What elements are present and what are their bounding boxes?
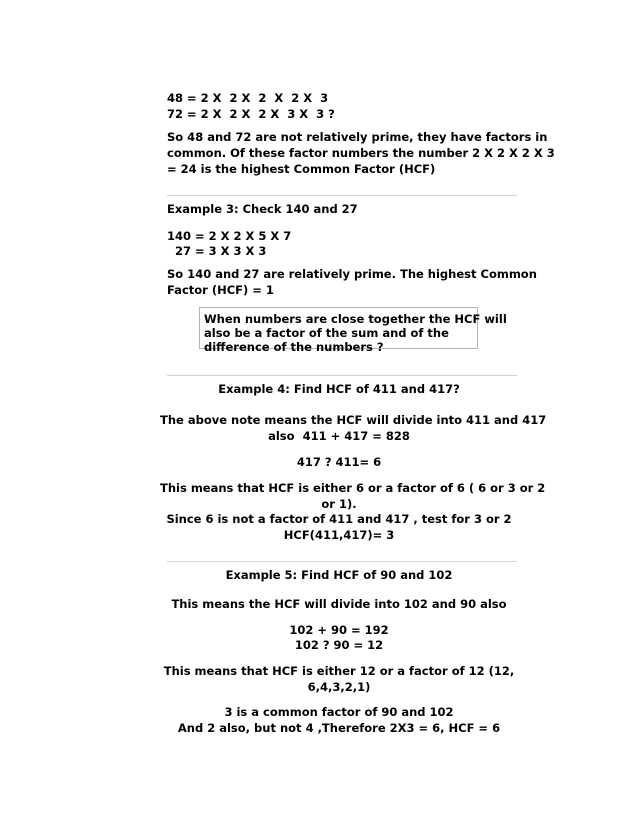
paragraph-line: This means that HCF is either 12 or a factor of 12 (12, xyxy=(163,664,515,678)
paragraph-line: common. Of these factor numbers the number 2 X 2 X 2 X 3 xyxy=(167,146,555,160)
factorization-72: 72 = 2 X 2 X 2 X 3 X 3 ? xyxy=(167,107,335,121)
paragraph-line: So 48 and 72 are not relatively prime, they have factors in xyxy=(167,130,548,144)
factorization-140: 140 = 2 X 2 X 5 X 7 xyxy=(167,229,292,243)
paragraph-line: Since 6 is not a factor of 411 and 417 , test for 3 or 2 xyxy=(166,512,512,526)
divider xyxy=(167,375,517,376)
paragraph-line: And 2 also, but not 4 ,Therefore 2X3 = 6, HCF = 6 xyxy=(177,721,501,735)
paragraph-line: 6,4,3,2,1) xyxy=(307,680,371,694)
paragraph-line: or 1). xyxy=(321,497,357,511)
paragraph-line: So 140 and 27 are relatively prime. The highest Common xyxy=(167,267,537,281)
factorization-27: 27 = 3 X 3 X 3 xyxy=(167,244,267,258)
calculation: 102 ? 90 = 12 xyxy=(294,638,384,652)
note-line: also be a factor of the sum and of the xyxy=(204,326,449,340)
example-4-title: Example 4: Find HCF of 411 and 417? xyxy=(218,382,460,396)
result: HCF(411,417)= 3 xyxy=(283,528,395,542)
note-box xyxy=(199,307,507,354)
calculation: 102 + 90 = 192 xyxy=(289,623,389,637)
paragraph-line: also 411 + 417 = 828 xyxy=(268,429,410,443)
factorization-48: 48 = 2 X 2 X 2 X 2 X 3 xyxy=(167,91,329,105)
paragraph-line: This means that HCF is either 6 or a factor of 6 ( 6 or 3 or 2 xyxy=(160,481,546,495)
calculation: 417 ? 411= 6 xyxy=(296,455,382,469)
divider xyxy=(167,195,517,196)
divider xyxy=(167,561,517,562)
paragraph-line: The above note means the HCF will divide into 411 and 417 xyxy=(160,413,547,427)
paragraph-line: Factor (HCF) = 1 xyxy=(167,283,274,297)
paragraph-line: This means the HCF will divide into 102 and 90 also xyxy=(171,597,507,611)
example-3-title: Example 3: Check 140 and 27 xyxy=(167,202,358,216)
paragraph-line: 3 is a common factor of 90 and 102 xyxy=(224,705,454,719)
note-line: When numbers are close together the HCF will xyxy=(204,312,507,326)
note-line: difference of the numbers ? xyxy=(204,340,384,354)
example-5-title: Example 5: Find HCF of 90 and 102 xyxy=(225,568,453,582)
paragraph-line: = 24 is the highest Common Factor (HCF) xyxy=(167,162,436,176)
